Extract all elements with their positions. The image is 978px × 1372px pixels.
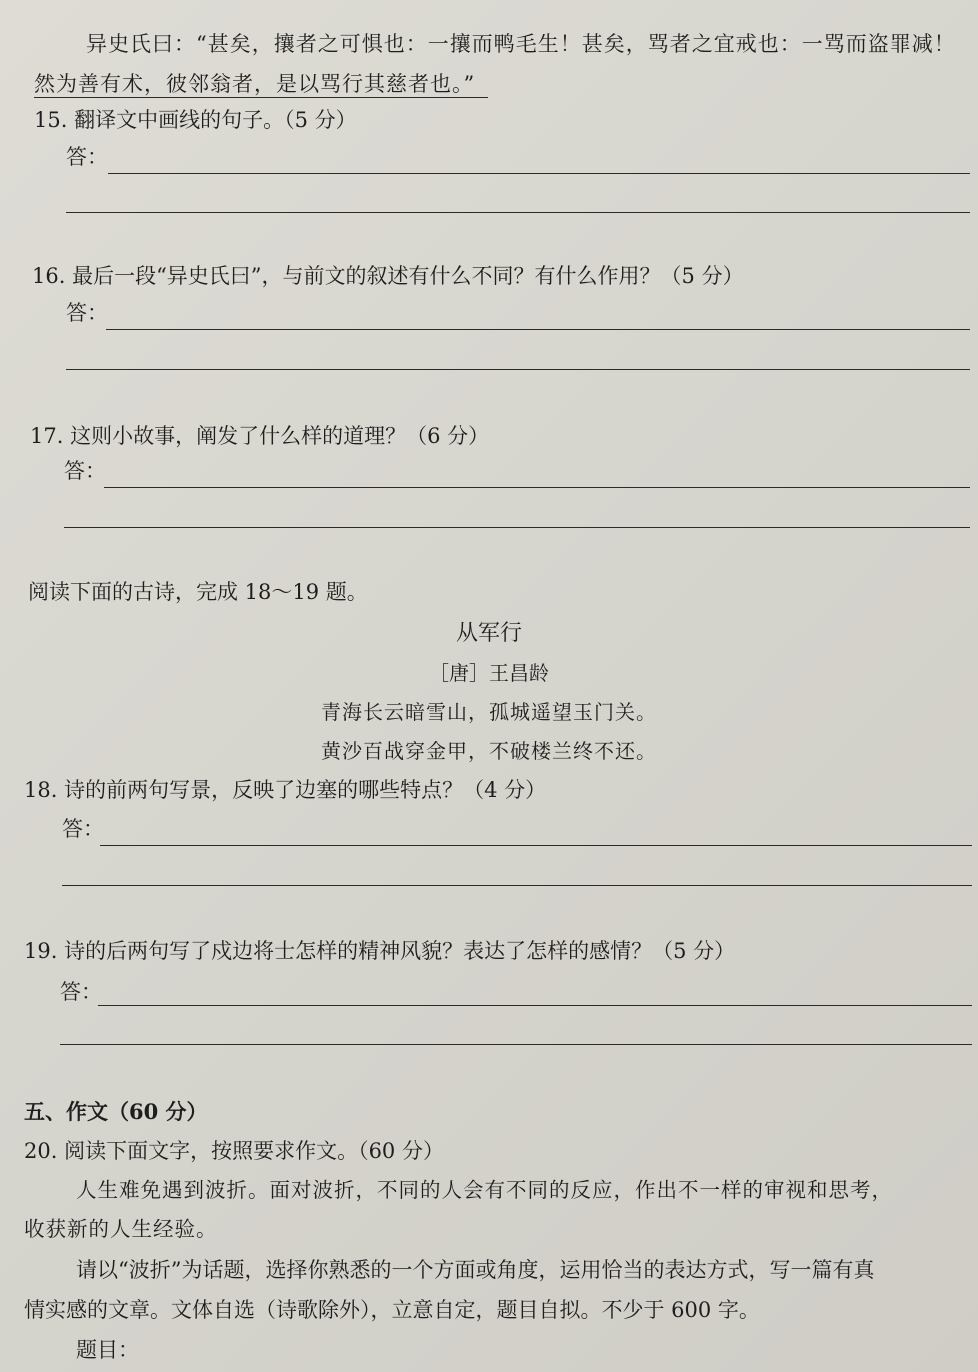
- answer-label-18: 答：: [62, 817, 104, 841]
- poem-author: ［唐］王昌龄: [429, 661, 549, 685]
- answer-line-18b[interactable]: [62, 885, 972, 886]
- poem-line-1: 青海长云暗雪山，孤城遥望玉门关。: [321, 700, 657, 724]
- q20-para2-line2: 情实感的文章。文体自选（诗歌除外），立意自定，题目自拟。不少于 600 字。: [24, 1298, 760, 1322]
- question-16: 16. 最后一段“异史氏曰”，与前文的叙述有什么不同？有什么作用？（5 分）: [32, 264, 744, 288]
- passage-line-2: 然为善有术，彼邻翁者，是以骂行其慈者也。”: [34, 72, 476, 96]
- question-19: 19. 诗的后两句写了戍边将士怎样的精神风貌？表达了怎样的感情？（5 分）: [24, 939, 736, 963]
- q20-para1-line1: 人生难免遇到波折。面对波折，不同的人会有不同的反应，作出不一样的审视和思考，: [76, 1178, 893, 1202]
- question-17: 17. 这则小故事，阐发了什么样的道理？（6 分）: [30, 424, 490, 448]
- question-15: 15. 翻译文中画线的句子。（5 分）: [34, 108, 357, 132]
- answer-line-19a[interactable]: [98, 1005, 972, 1006]
- answer-line-18a[interactable]: [100, 845, 972, 846]
- poem-line-2: 黄沙百战穿金甲，不破楼兰终不还。: [321, 739, 657, 763]
- answer-line-15a[interactable]: [108, 173, 970, 174]
- answer-line-15b[interactable]: [66, 212, 970, 213]
- answer-line-19b[interactable]: [60, 1044, 972, 1045]
- poem-intro: 阅读下面的古诗，完成 18～19 题。: [28, 580, 368, 604]
- essay-title-label: 题目：: [76, 1338, 139, 1362]
- answer-label-17: 答：: [64, 459, 106, 483]
- question-18: 18. 诗的前两句写景，反映了边塞的哪些特点？（4 分）: [24, 778, 547, 802]
- section-5-heading: 五、作文（60 分）: [24, 1099, 208, 1124]
- poem-title: 从军行: [455, 621, 522, 646]
- q20-para2-line1: 请以“波折”为话题，选择你熟悉的一个方面或角度，运用恰当的表达方式，写一篇有真: [76, 1258, 875, 1282]
- q20-para1-line2: 收获新的人生经验。: [24, 1217, 218, 1241]
- answer-line-17b[interactable]: [64, 527, 970, 528]
- answer-line-16b[interactable]: [66, 369, 970, 370]
- answer-label-15: 答：: [66, 145, 108, 169]
- passage-underline: [34, 97, 488, 98]
- answer-label-19: 答：: [60, 980, 102, 1004]
- question-20: 20. 阅读下面文字，按照要求作文。（60 分）: [24, 1139, 444, 1163]
- answer-label-16: 答：: [66, 301, 108, 325]
- answer-line-16a[interactable]: [106, 329, 970, 330]
- answer-line-17a[interactable]: [104, 487, 970, 488]
- passage-line-1: 异史氏曰：“甚矣，攘者之可惧也：一攘而鸭毛生！甚矣，骂者之宜戒也：一骂而盗罪减！: [86, 32, 956, 56]
